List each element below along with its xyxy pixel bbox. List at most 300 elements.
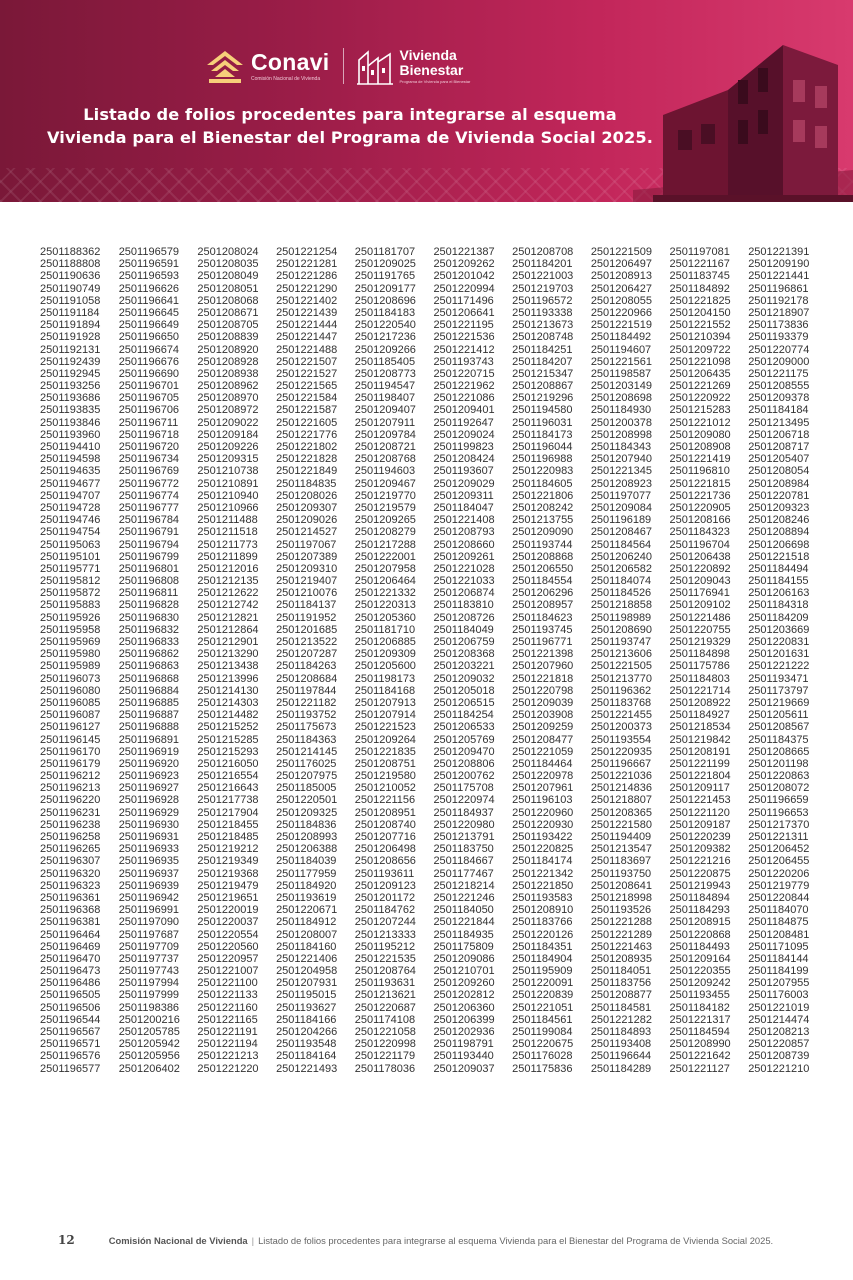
folio-number: 2501196885 — [118, 696, 180, 709]
folio-number: 2501196799 — [118, 550, 180, 563]
folio-number: 2501208726 — [433, 611, 495, 624]
folio-number: 2501221453 — [669, 794, 731, 807]
folio-number: 2501209080 — [669, 428, 731, 441]
folio-number: 2501208035 — [197, 258, 259, 271]
folio-number: 2501208877 — [590, 989, 652, 1002]
header-banner — [0, 0, 853, 202]
folio-number: 2501219368 — [197, 867, 259, 880]
folio-number: 2501183750 — [433, 843, 494, 856]
folio-number: 2501191765 — [354, 270, 416, 283]
folio-number: 2501196571 — [40, 1038, 101, 1051]
folio-number: 2501196073 — [40, 672, 101, 685]
folio-number: 2501208764 — [354, 965, 416, 978]
folio-number: 2501202936 — [433, 1026, 495, 1038]
folio-number: 2501220355 — [669, 965, 731, 978]
folio-number: 2501201198 — [748, 757, 809, 770]
folio-number: 2501221254 — [276, 246, 338, 258]
folio-number: 2501196942 — [118, 891, 180, 904]
folio-number: 2501194754 — [40, 526, 101, 539]
folio-number: 2501209164 — [669, 952, 731, 965]
folio-number: 2501196644 — [590, 1050, 652, 1063]
folio-number: 2501193583 — [512, 891, 573, 904]
folio-number: 2501200216 — [118, 1013, 180, 1026]
folio-number: 2501208970 — [197, 392, 259, 405]
folio-number: 2501206402 — [118, 1062, 180, 1075]
folio-number: 2501202812 — [433, 989, 495, 1002]
folio-number: 2501196674 — [118, 343, 180, 356]
folio-number: 2501214145 — [276, 745, 338, 758]
folio-number: 2501219703 — [512, 282, 574, 295]
folio-number: 2501208993 — [276, 831, 338, 843]
folio-number: 2501184323 — [669, 526, 730, 539]
folio-number: 2501220831 — [748, 636, 810, 648]
folio-number: 2501181707 — [354, 246, 416, 258]
folio-number: 2501206455 — [748, 855, 810, 868]
folio-number: 2501196777 — [118, 501, 180, 514]
folio-number: 2501205600 — [354, 660, 416, 673]
folio-number: 2501191058 — [40, 294, 101, 307]
folio-number: 2501196937 — [118, 867, 180, 880]
folio-number: 2501208365 — [590, 806, 652, 819]
folio-number: 2501220966 — [590, 306, 652, 319]
folio-number: 2501204150 — [669, 306, 731, 319]
folio-number: 2501196931 — [118, 831, 180, 843]
folio-number: 2501184343 — [590, 441, 652, 453]
folio-number: 2501221179 — [354, 1050, 416, 1063]
folio-number: 2501211518 — [197, 526, 258, 539]
folio-number: 2501220313 — [354, 599, 416, 612]
folio-number: 2501197687 — [118, 928, 180, 941]
folio-number: 2501208923 — [590, 477, 652, 490]
folio-number: 2501205018 — [433, 684, 495, 697]
folio-number: 2501195101 — [40, 550, 101, 563]
folio-number: 2501206163 — [748, 587, 810, 600]
folio-number: 2501209043 — [669, 575, 731, 588]
folio-number: 2501184137 — [276, 599, 337, 612]
folio-number: 2501203908 — [512, 709, 574, 722]
folio-number: 2501192945 — [40, 367, 101, 380]
folio-number: 2501208920 — [197, 343, 259, 356]
folio-number: 2501203221 — [433, 660, 495, 673]
folio-number: 2501221210 — [748, 1062, 810, 1075]
folio-number: 2501206438 — [669, 550, 731, 563]
folio-number: 2501208748 — [512, 331, 574, 344]
folio-number: 2501196891 — [118, 733, 180, 746]
folio-number: 2501208665 — [748, 745, 810, 758]
folio-number: 2501209311 — [433, 489, 494, 502]
folio-number: 2501216554 — [197, 770, 259, 783]
folio-list — [40, 246, 827, 1075]
folio-number: 2501184251 — [512, 343, 573, 356]
folio-number: 2501194410 — [40, 441, 101, 453]
folio-number: 2501201172 — [354, 891, 416, 904]
folio-number: 2501196473 — [40, 965, 101, 978]
folio-number: 2501196991 — [118, 904, 180, 917]
folio-number: 2501221028 — [433, 562, 495, 575]
folio-number: 2501209323 — [748, 501, 810, 514]
folio-number: 2501194598 — [40, 453, 101, 466]
folio-number: 2501208684 — [276, 672, 338, 685]
folio-number: 2501196307 — [40, 855, 101, 868]
folio-number: 2501184173 — [512, 428, 573, 441]
folio-number: 2501208191 — [669, 745, 731, 758]
folio-number: 2501207911 — [354, 416, 416, 429]
folio-number: 2501184912 — [276, 916, 337, 929]
folio-number: 2501184201 — [512, 258, 573, 271]
folio-number: 2501196189 — [590, 514, 652, 527]
folio-number: 2501198587 — [590, 367, 652, 380]
folio-number: 2501184049 — [433, 623, 494, 636]
folio-number: 2501208696 — [354, 294, 416, 307]
folio-number: 2501184464 — [512, 757, 573, 770]
folio-number: 2501221165 — [197, 1013, 258, 1026]
page-number: 12 — [58, 1233, 75, 1247]
page-title — [40, 103, 660, 149]
folio-number: 2501208928 — [197, 355, 259, 368]
folio-number: 2501221051 — [512, 1001, 574, 1014]
folio-number: 2501184160 — [276, 940, 337, 953]
folio-number: 2501196087 — [40, 709, 101, 722]
folio-number: 2501221216 — [669, 855, 731, 868]
folio-number: 2501219669 — [748, 696, 810, 709]
folio-number: 2501213673 — [512, 319, 574, 332]
folio-number: 2501221342 — [512, 867, 574, 880]
folio-number: 2501221220 — [197, 1062, 259, 1075]
folio-number: 2501184050 — [433, 904, 494, 917]
folio-number: 2501221007 — [197, 965, 259, 978]
folio-number: 2501208708 — [512, 246, 574, 258]
folio-number: 2501184168 — [354, 684, 416, 697]
folio-number: 2501206582 — [590, 562, 652, 575]
folio-number: 2501221036 — [590, 770, 652, 783]
folio-number: 2501193752 — [276, 709, 337, 722]
folio-number: 2501173797 — [748, 684, 809, 697]
folio-number: 2501221281 — [276, 258, 338, 271]
folio-number: 2501220922 — [669, 392, 731, 405]
vivienda-bienestar-subtitle: Programa de Vivienda para el Bienestar — [399, 79, 471, 84]
folio-number: 2501201685 — [276, 623, 338, 636]
folio-number: 2501208698 — [590, 392, 652, 405]
folio-number: 2501209037 — [433, 1062, 495, 1075]
folio-number: 2501220091 — [512, 977, 574, 990]
folio-number: 2501196920 — [118, 757, 180, 770]
folio-number: 2501181710 — [354, 623, 416, 636]
folio-number: 2501196704 — [669, 538, 730, 551]
folio-number: 2501184289 — [590, 1062, 652, 1075]
folio-number: 2501214482 — [197, 709, 259, 722]
folio-number: 2501184494 — [748, 562, 809, 575]
folio-number: 2501208908 — [669, 441, 731, 453]
folio-number: 2501221156 — [354, 794, 416, 807]
folio-number: 2501184318 — [748, 599, 809, 612]
folio-number: 2501218998 — [590, 891, 652, 904]
folio-number: 2501190749 — [40, 282, 101, 295]
folio-number: 2501196626 — [118, 282, 180, 295]
folio-number: 2501196576 — [40, 1050, 101, 1063]
folio-number: 2501208962 — [197, 380, 259, 393]
folio-number: 2501217370 — [748, 818, 810, 831]
folio-number: 2501196127 — [40, 721, 101, 734]
folio-number: 2501192131 — [40, 343, 101, 356]
folio-number: 2501219580 — [354, 770, 416, 783]
folio-number: 2501209382 — [669, 843, 731, 856]
folio-number: 2501213791 — [433, 831, 495, 843]
folio-number: 2501221527 — [276, 367, 338, 380]
folio-number: 2501196808 — [118, 575, 180, 588]
folio-number: 2501219479 — [197, 879, 259, 892]
folio-number: 2501220798 — [512, 684, 574, 697]
folio-number: 2501220560 — [197, 940, 259, 953]
folio-number: 2501207958 — [354, 562, 416, 575]
folio-number: 2501184155 — [748, 575, 809, 588]
folio-number: 2501206718 — [748, 428, 810, 441]
folio-number: 2501197077 — [590, 489, 652, 502]
folio-number: 2501207287 — [276, 648, 338, 661]
folio-number: 2501221402 — [276, 294, 338, 307]
folio-number: 2501193440 — [433, 1050, 494, 1063]
folio-number: 2501208922 — [669, 696, 731, 709]
folio-number: 2501184904 — [512, 952, 573, 965]
folio-number: 2501214130 — [197, 684, 259, 697]
folio-number: 2501208705 — [197, 319, 259, 332]
folio-number: 2501218455 — [197, 818, 259, 831]
folio-number: 2501184835 — [276, 477, 337, 490]
folio-number: 2501208656 — [354, 855, 416, 868]
folio-number: 2501209266 — [354, 343, 416, 356]
folio-number: 2501175809 — [433, 940, 494, 953]
folio-number: 2501220863 — [748, 770, 810, 783]
folio-number: 2501219943 — [669, 879, 731, 892]
folio-number: 2501220980 — [433, 818, 495, 831]
folio-number: 2501196591 — [118, 258, 180, 271]
folio-number: 2501178036 — [354, 1062, 416, 1075]
folio-number: 2501184493 — [669, 940, 730, 953]
folio-number: 2501184164 — [276, 1050, 337, 1063]
folio-number: 2501206498 — [354, 843, 416, 856]
folio-number: 2501208773 — [354, 367, 416, 380]
folio-number: 2501218907 — [748, 306, 810, 319]
folio-number: 2501209307 — [276, 501, 338, 514]
folio-number: 2501221806 — [512, 489, 574, 502]
folio-number: 2501184937 — [433, 806, 494, 819]
folio-number: 2501196706 — [118, 404, 180, 417]
folio-number: 2501218485 — [197, 831, 259, 843]
folio-number: 2501209117 — [669, 782, 730, 795]
folio-number: 2501193835 — [40, 404, 101, 417]
folio-number: 2501175673 — [276, 721, 337, 734]
folio-number: 2501193379 — [748, 331, 809, 344]
folio-number: 2501220978 — [512, 770, 574, 783]
folio-number: 2501220019 — [197, 904, 259, 917]
footer-org: Comisión Nacional de Vivienda — [108, 1234, 248, 1246]
folio-number: 2501196862 — [118, 648, 180, 661]
folio-number: 2501184363 — [276, 733, 337, 746]
folio-number: 2501196213 — [40, 782, 101, 795]
folio-number: 2501196690 — [118, 367, 180, 380]
folio-number: 2501193611 — [354, 867, 415, 880]
folio-number: 2501214474 — [748, 1013, 810, 1026]
folio-number: 2501220554 — [197, 928, 259, 941]
folio-number: 2501195989 — [40, 660, 101, 673]
folio-number: 2501220875 — [669, 867, 731, 880]
folio-number: 2501195771 — [40, 562, 101, 575]
folio-number: 2501176941 — [669, 587, 730, 600]
folio-number: 2501219779 — [748, 879, 810, 892]
folio-number: 2501175836 — [512, 1062, 573, 1075]
folio-number: 2501184930 — [590, 404, 652, 417]
folio-number: 2501217236 — [354, 331, 416, 344]
folio-number: 2501221463 — [590, 940, 652, 953]
folio-number: 2501208368 — [433, 648, 495, 661]
folio-number: 2501221488 — [276, 343, 338, 356]
folio-number: 2501194677 — [40, 477, 101, 490]
folio-number: 2501213755 — [512, 514, 574, 527]
folio-number: 2501197090 — [118, 916, 180, 929]
folio-number: 2501193548 — [276, 1038, 337, 1051]
folio-number: 2501220755 — [669, 623, 731, 636]
folio-number: 2501196469 — [40, 940, 101, 953]
folio-number: 2501221191 — [197, 1026, 258, 1038]
folio-number: 2501196031 — [512, 416, 573, 429]
folio-number: 2501221850 — [512, 879, 574, 892]
folio-number: 2501197844 — [276, 684, 337, 697]
folio-number: 2501184836 — [276, 818, 337, 831]
folio-number: 2501196085 — [40, 696, 101, 709]
folio-number: 2501193607 — [433, 465, 494, 478]
folio-number: 2501220687 — [354, 1001, 416, 1014]
folio-number: 2501196044 — [512, 441, 573, 453]
folio-number: 2501221391 — [748, 246, 810, 258]
folio-number: 2501209226 — [197, 441, 259, 453]
folio-number: 2501192647 — [433, 416, 494, 429]
folio-number: 2501200378 — [590, 416, 652, 429]
folio-number: 2501221160 — [197, 1001, 258, 1014]
folio-number: 2501195909 — [512, 965, 573, 978]
folio-number: 2501195958 — [40, 623, 101, 636]
folio-number: 2501201042 — [433, 270, 495, 283]
folio-number: 2501213438 — [197, 660, 259, 673]
folio-number: 2501221406 — [276, 952, 338, 965]
folio-number: 2501193747 — [590, 636, 652, 648]
folio-number: 2501206515 — [433, 696, 495, 709]
folio-number: 2501184209 — [748, 611, 809, 624]
folio-number: 2501196667 — [590, 757, 652, 770]
folio-number: 2501196791 — [118, 526, 180, 539]
folio-number: 2501213547 — [590, 843, 652, 856]
folio-number: 2501184070 — [748, 904, 809, 917]
folio-number: 2501196572 — [512, 294, 573, 307]
folio-number: 2501196103 — [512, 794, 573, 807]
folio-number: 2501196231 — [40, 806, 101, 819]
folio-number: 2501209026 — [276, 514, 338, 527]
folio-number: 2501196988 — [512, 453, 573, 466]
folio-number: 2501188808 — [40, 258, 101, 271]
folio-number: 2501184667 — [433, 855, 494, 868]
folio-number: 2501208671 — [197, 306, 259, 319]
folio-number: 2501212864 — [197, 623, 259, 636]
folio-number: 2501214527 — [276, 526, 338, 539]
folio-number: 2501212821 — [197, 611, 259, 624]
folio-number: 2501221345 — [590, 465, 652, 478]
folio-number: 2501221523 — [354, 721, 416, 734]
folio-number: 2501176003 — [748, 989, 809, 1002]
folio-number: 2501209024 — [433, 428, 495, 441]
folio-number: 2501196772 — [118, 477, 180, 490]
folio-number: 2501220974 — [433, 794, 495, 807]
folio-number: 2501196486 — [40, 977, 101, 990]
folio-number: 2501208793 — [433, 526, 495, 539]
folio-number: 2501196861 — [748, 282, 809, 295]
folio-number: 2501218534 — [669, 721, 731, 734]
bienestar-text: Bienestar — [399, 62, 464, 78]
folio-number: 2501213522 — [276, 636, 338, 648]
folio-number: 2501193256 — [40, 380, 101, 393]
folio-number: 2501196868 — [118, 672, 180, 685]
folio-number: 2501193554 — [590, 733, 652, 746]
folio-number: 2501212742 — [197, 599, 259, 612]
folio-number: 2501184526 — [590, 587, 652, 600]
folio-number: 2501221455 — [590, 709, 652, 722]
building-image — [633, 20, 853, 202]
folio-number: 2501220781 — [748, 489, 810, 502]
folio-number: 2501221552 — [669, 319, 731, 332]
folio-number: 2501196323 — [40, 879, 101, 892]
folio-number: 2501184935 — [433, 928, 494, 941]
folio-number: 2501184263 — [276, 660, 337, 673]
folio-number: 2501211773 — [197, 538, 258, 551]
folio-number: 2501184898 — [669, 648, 730, 661]
folio-number: 2501183766 — [512, 916, 573, 929]
footer-separator: | — [251, 1234, 255, 1246]
folio-number: 2501221580 — [590, 818, 652, 831]
folio-number: 2501193338 — [512, 306, 573, 319]
folio-number: 2501209184 — [197, 428, 259, 441]
folio-number: 2501184166 — [276, 1013, 337, 1026]
folio-number: 2501221286 — [276, 270, 338, 283]
folio-number: 2501196676 — [118, 355, 180, 368]
folio-number: 2501207389 — [276, 550, 338, 563]
folio-number: 2501218807 — [590, 794, 652, 807]
folio-number: 2501176028 — [512, 1050, 573, 1063]
folio-number: 2501208768 — [354, 453, 416, 466]
folio-number: 2501221587 — [276, 404, 338, 417]
folio-number: 2501205611 — [748, 709, 809, 722]
folio-number: 2501207975 — [276, 770, 338, 783]
folio-number: 2501208998 — [590, 428, 652, 441]
folio-number: 2501201631 — [748, 648, 810, 661]
folio-number: 2501183768 — [590, 696, 652, 709]
folio-number: 2501221003 — [512, 270, 574, 283]
folio-number: 2501195015 — [276, 989, 337, 1002]
folio-number: 2501196577 — [40, 1062, 101, 1075]
folio-number: 2501213495 — [748, 416, 810, 429]
folio-number: 2501213770 — [590, 672, 652, 685]
folio-number: 2501198791 — [433, 1038, 494, 1051]
folio-number: 2501196649 — [118, 319, 180, 332]
folio-number: 2501196928 — [118, 794, 180, 807]
folio-number: 2501198173 — [354, 672, 416, 685]
folio-number: 2501196265 — [40, 843, 101, 856]
folio-number: 2501210076 — [276, 587, 338, 600]
folio-number: 2501208951 — [354, 806, 416, 819]
folio-number: 2501208641 — [590, 879, 652, 892]
folio-number: 2501220774 — [748, 343, 810, 356]
folio-number: 2501184623 — [512, 611, 573, 624]
folio-number: 2501206698 — [748, 538, 810, 551]
folio-number: 2501184564 — [590, 538, 652, 551]
folio-number: 2501196888 — [118, 721, 180, 734]
folio-number: 2501209261 — [433, 550, 495, 563]
